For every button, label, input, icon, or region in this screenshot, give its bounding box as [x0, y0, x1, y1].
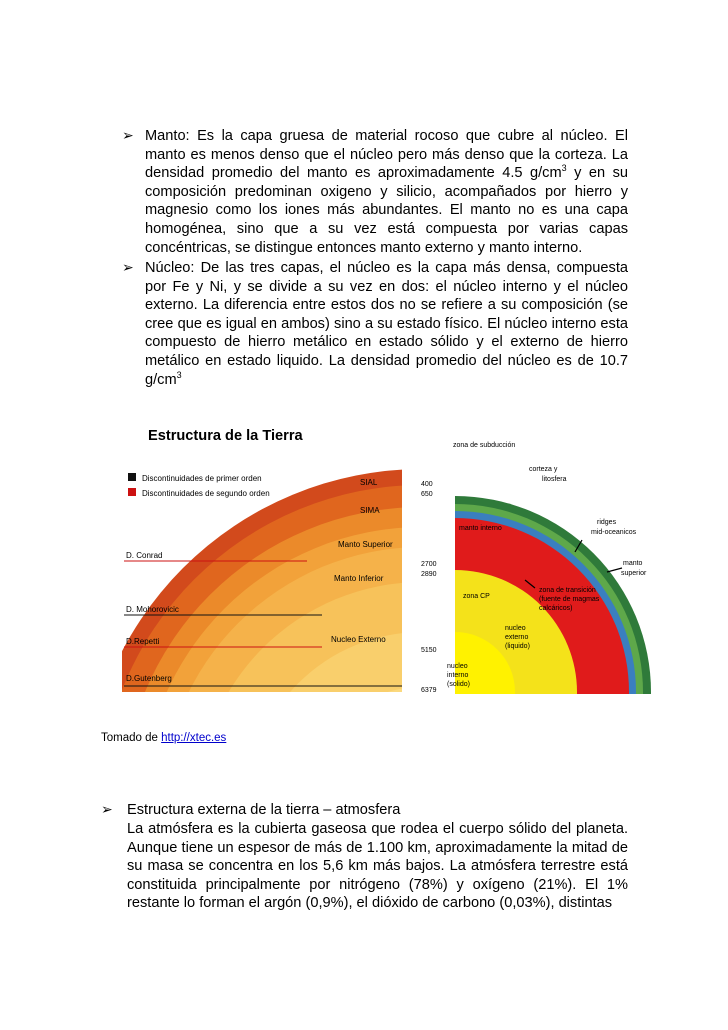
bullet-arrow-icon: ➢: [122, 127, 134, 143]
image-source: Tomado de http://xtec.es: [101, 732, 227, 744]
discontinuity-mohorovicic: D. Mohorovicic: [126, 605, 179, 614]
label-transicion-1: zona de transición: [539, 587, 596, 594]
atmosfera-heading: Estructura externa de la tierra – atmosfera: [127, 802, 401, 818]
depth-650: 650: [421, 491, 433, 498]
legend-second-order: Discontinuidades de segundo orden: [142, 489, 270, 498]
discontinuity-conrad: D. Conrad: [126, 551, 163, 560]
depth-2700: 2700: [421, 561, 437, 568]
label-superior: superior: [621, 570, 647, 577]
label-manto-interno: manto interno: [459, 525, 502, 532]
layer-label-manto-inferior: Manto Inferior: [334, 574, 384, 583]
legend-swatch-first-order: [128, 473, 136, 481]
label-transicion-2: (fuente de magmas: [539, 596, 600, 603]
manto-paragraph: Manto: Es la capa gruesa de material rocoso que cubre al núcleo. El manto es menos denso que el núcleo pero más denso que la corteza. La densidad promedio del manto es aproximadamente 4.5 $g/cm^3$ y en su composición predominan oxigeno y silicio, acompañados por hierro y magnesio como los iones más abundantes. El manto no es una capa homogénea, sino que a su vez está compuesta por varias capas concéntricas, se distingue entonces manto externo y manto interno.: [145, 128, 629, 256]
right-earth-diagram: [417, 440, 655, 694]
bullet-arrow-icon: ➢: [122, 259, 134, 275]
depth-6379: 6379: [421, 687, 437, 694]
legend-first-order: Discontinuidades de primer orden: [142, 474, 262, 483]
atmosfera-paragraph: La atmósfera es la cubierta gaseosa que rodea el cuerpo sólido del planeta. Aunque tiene un espesor de más de 1.100 km, aproximadamente la mitad de su masa se concentra en los 5,6 km más bajos. La atmósfera terrestre está constituida principalmente por nitrógeno (78%) y oxígeno (21%). El 1% restante lo forman el argón (0,9%), el dióxido de carbono (0,03%), distintas: [127, 821, 628, 912]
label-manto: manto: [623, 560, 643, 567]
label-nucleo-externo-3: (liquido): [505, 643, 530, 650]
label-corteza: corteza y: [529, 466, 558, 473]
layer-label-sial: SIAL: [360, 478, 378, 487]
label-ridges: ridges: [597, 519, 617, 526]
figure-title: Estructura de la Tierra: [148, 428, 303, 444]
label-nucleo-externo-2: externo: [505, 634, 529, 641]
layer-label-manto-superior: Manto Superior: [338, 540, 393, 549]
layer-label-sima: SIMA: [360, 506, 380, 515]
left-earth-diagram: [122, 467, 402, 692]
label-mid-oceanicos: mid-oceanicos: [591, 529, 637, 536]
depth-5150: 5150: [421, 647, 437, 654]
discontinuity-gutenberg: D.Gutenberg: [126, 674, 172, 683]
source-link[interactable]: http://xtec.es: [161, 732, 227, 744]
label-zona-cp: zona CP: [463, 593, 490, 600]
label-nucleo-interno-3: (solido): [447, 681, 470, 688]
label-nucleo-externo-1: nucleo: [505, 625, 526, 632]
discontinuity-repetti: D.Repetti: [126, 637, 160, 646]
label-litosfera: litosfera: [542, 476, 567, 483]
depth-2890: 2890: [421, 571, 437, 578]
legend-swatch-second-order: [128, 488, 136, 496]
bullet-arrow-icon: ➢: [101, 801, 113, 817]
label-nucleo-interno-2: interno: [447, 672, 469, 679]
layer-label-nucleo-externo: Nucleo Externo: [331, 635, 386, 644]
nucleo-paragraph: Núcleo: De las tres capas, el núcleo es la capa más densa, compuesta por Fe y Ni, y se divide a su vez en dos: el núcleo interno y el núcleo externo. La diferencia entre estos dos no se refiere a su composición (se cree que es igual en ambos) sino a su estado físico. El núcleo interno esta compuesto de hierro metálico en estado sólido y el externo de hierro metálico en estado liquido. La densidad promedio del núcleo es de 10.7 $g/cm^3$: [145, 260, 628, 388]
label-nucleo-interno-1: nucleo: [447, 663, 468, 670]
label-transicion-3: calcáricos): [539, 605, 573, 612]
depth-400: 400: [421, 481, 433, 488]
label-subduccion: zona de subducción: [453, 442, 516, 449]
